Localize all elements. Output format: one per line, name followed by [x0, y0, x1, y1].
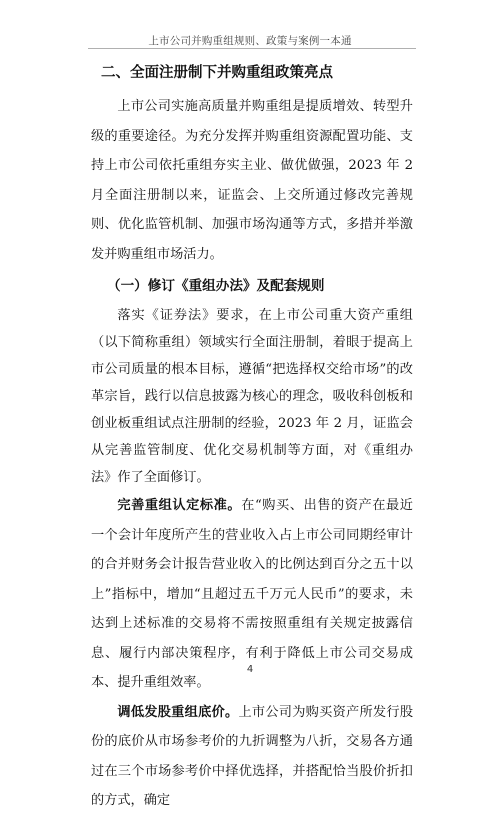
implementation-paragraph: 落实《证券法》要求，在上市公司重大资产重组（以下简称重组）领域实行全面注册制，着眼于提高上市公司质量的根本目标，遵循“把选择权交给市场”的改革宗旨，践行以信息披露为核心的理念，吸收科创板和创业板重组试点注册制的经验，2023 年 2 月，证监会从完善监管制度、优化交易机制等方面，对《重组办法》作了全面修订。: [91, 308, 413, 485]
page-number: 4: [246, 664, 254, 675]
standard-body: 在“购买、出售的资产在最近一个会计年度所产生的营业收入占上市公司同期经审计的合并财务会计报告营业收入的比例达到百分之五十以上”指标中，增加“且超过五千万元人民币”的要求，未达到上述标准的交易将不需按照重组有关规定披露信息、履行内部决策程序，有利于降低上市公司交易成本、提升重组效率。: [91, 498, 413, 690]
price-paragraph: [91, 698, 413, 816]
header-divider: [88, 48, 416, 49]
standard-lead: 完善重组认定标准。: [117, 498, 242, 513]
running-header: 上市公司并购重组规则、政策与案例一本通: [148, 35, 352, 47]
subsection-heading: （一）修订《重组办法》及配套规则: [107, 278, 325, 294]
price-lead: 调低发股重组底价。: [117, 704, 239, 720]
section-heading: 二、全面注册制下并购重组政策亮点: [101, 65, 333, 81]
price-body: 上市公司为购买资产所发行股份的底价从市场参考价的九折调整为八折，交易各方通过在三个市场参考价中择优选择，并搭配恰当股价折扣的方式，确定: [91, 704, 414, 808]
intro-paragraph: 上市公司实施高质量并购重组是提质增效、转型升级的重要途径。为充分发挥并购重组资源配置功能、支持上市公司依托重组夯实主业、做优做强，2023 年 2 月全面注册制以来，证监会、上交所通过修改完善规则、优化监管机制、加强市场沟通等方式，多措并举激发并购重组市场活力。: [91, 99, 413, 262]
page-body: [91, 62, 413, 816]
